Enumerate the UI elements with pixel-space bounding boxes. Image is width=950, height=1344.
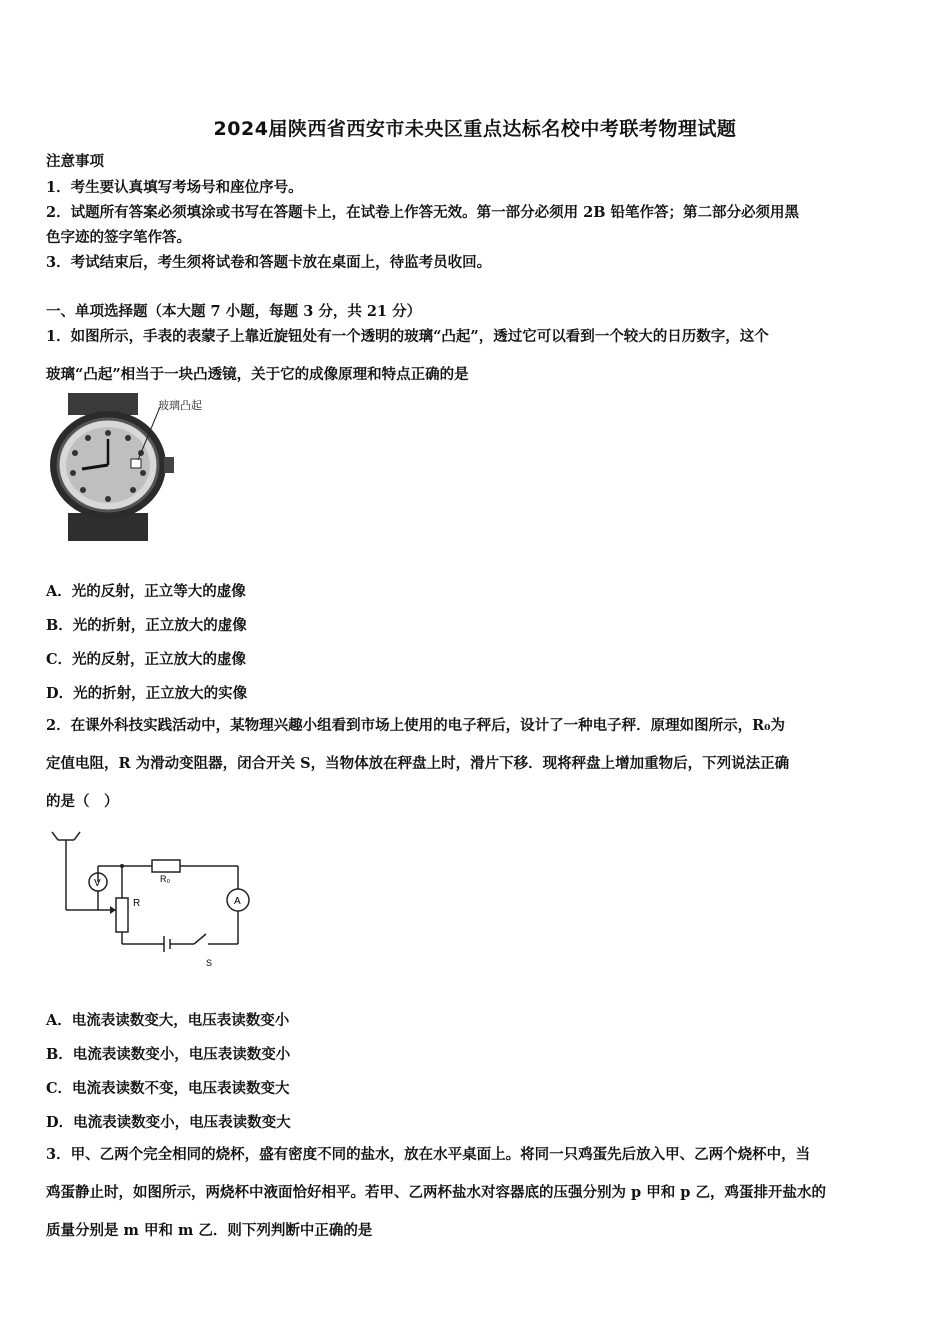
question-1-text: 1．如图所示，手表的表蒙子上靠近旋钮处有一个透明的玻璃“凸起”，透过它可以看到一个较大的日历数字，这个 bbox=[46, 328, 769, 345]
watch-illustration bbox=[48, 393, 218, 543]
notice-heading: 注意事项 bbox=[46, 153, 104, 170]
q1-option-c: C．光的反射，正立放大的虚像 bbox=[46, 651, 247, 668]
q1-option-b: B．光的折射，正立放大的虚像 bbox=[46, 617, 247, 634]
question-2-text: 2．在课外科技实践活动中，某物理兴趣小组看到市场上使用的电子秤后，设计了一种电子秤．原理如图所示，R₀为 bbox=[46, 717, 785, 734]
section-heading: 一、单项选择题（本大题 7 小题，每题 3 分，共 21 分） bbox=[46, 303, 422, 320]
page-title: 2024届陕西省西安市未央区重点达标名校中考联考物理试题 bbox=[213, 118, 737, 140]
switch-label: S bbox=[206, 958, 213, 968]
q2-option-b: B．电流表读数变小，电压表读数变小 bbox=[46, 1046, 291, 1063]
watch-figure-label: 玻璃凸起 bbox=[158, 400, 202, 412]
r0-label: R₀ bbox=[160, 874, 171, 884]
question-3-text: 鸡蛋静止时，如图所示，两烧杯中液面恰好相平。若甲、乙两杯盐水对容器底的压强分别为 p 甲和 p 乙，鸡蛋排开盐水的 bbox=[46, 1184, 826, 1201]
ammeter-label: A bbox=[234, 896, 241, 907]
question-2-text: 定值电阻，R 为滑动变阻器，闭合开关 S，当物体放在秤盘上时，滑片下移．现将秤盘上增加重物后，下列说法正确 bbox=[46, 755, 790, 772]
q2-option-d: D．电流表读数变小，电压表读数变大 bbox=[46, 1114, 291, 1131]
circuit-figure bbox=[46, 826, 256, 971]
voltmeter-label: V bbox=[94, 878, 101, 889]
question-1-text: 玻璃“凸起”相当于一块凸透镜，关于它的成像原理和特点正确的是 bbox=[46, 366, 469, 383]
question-2-text: 的是（ ） bbox=[46, 793, 119, 810]
circuit-diagram bbox=[46, 826, 256, 971]
question-3-text: 3．甲、乙两个完全相同的烧杯，盛有密度不同的盐水，放在水平桌面上。将同一只鸡蛋先后放入甲、乙两个烧杯中，当 bbox=[46, 1146, 811, 1163]
notice-item: 色字迹的签字笔作答。 bbox=[46, 229, 191, 246]
q2-option-c: C．电流表读数不变，电压表读数变大 bbox=[46, 1080, 290, 1097]
watch-figure bbox=[48, 393, 218, 543]
notice-item: 1．考生要认真填写考场号和座位序号。 bbox=[46, 179, 303, 196]
notice-item: 2．试题所有答案必须填涂或书写在答题卡上，在试卷上作答无效。第一部分必须用 2B 铅笔作答；第二部分必须用黑 bbox=[46, 204, 800, 221]
question-3-text: 质量分别是 m 甲和 m 乙．则下列判断中正确的是 bbox=[46, 1222, 373, 1239]
q1-option-a: A．光的反射，正立等大的虚像 bbox=[46, 583, 246, 600]
q1-option-d: D．光的折射，正立放大的实像 bbox=[46, 685, 248, 702]
r-label: R bbox=[133, 898, 141, 909]
notice-item: 3．考试结束后，考生须将试卷和答题卡放在桌面上，待监考员收回。 bbox=[46, 254, 492, 271]
q2-option-a: A．电流表读数变大，电压表读数变小 bbox=[46, 1012, 290, 1029]
